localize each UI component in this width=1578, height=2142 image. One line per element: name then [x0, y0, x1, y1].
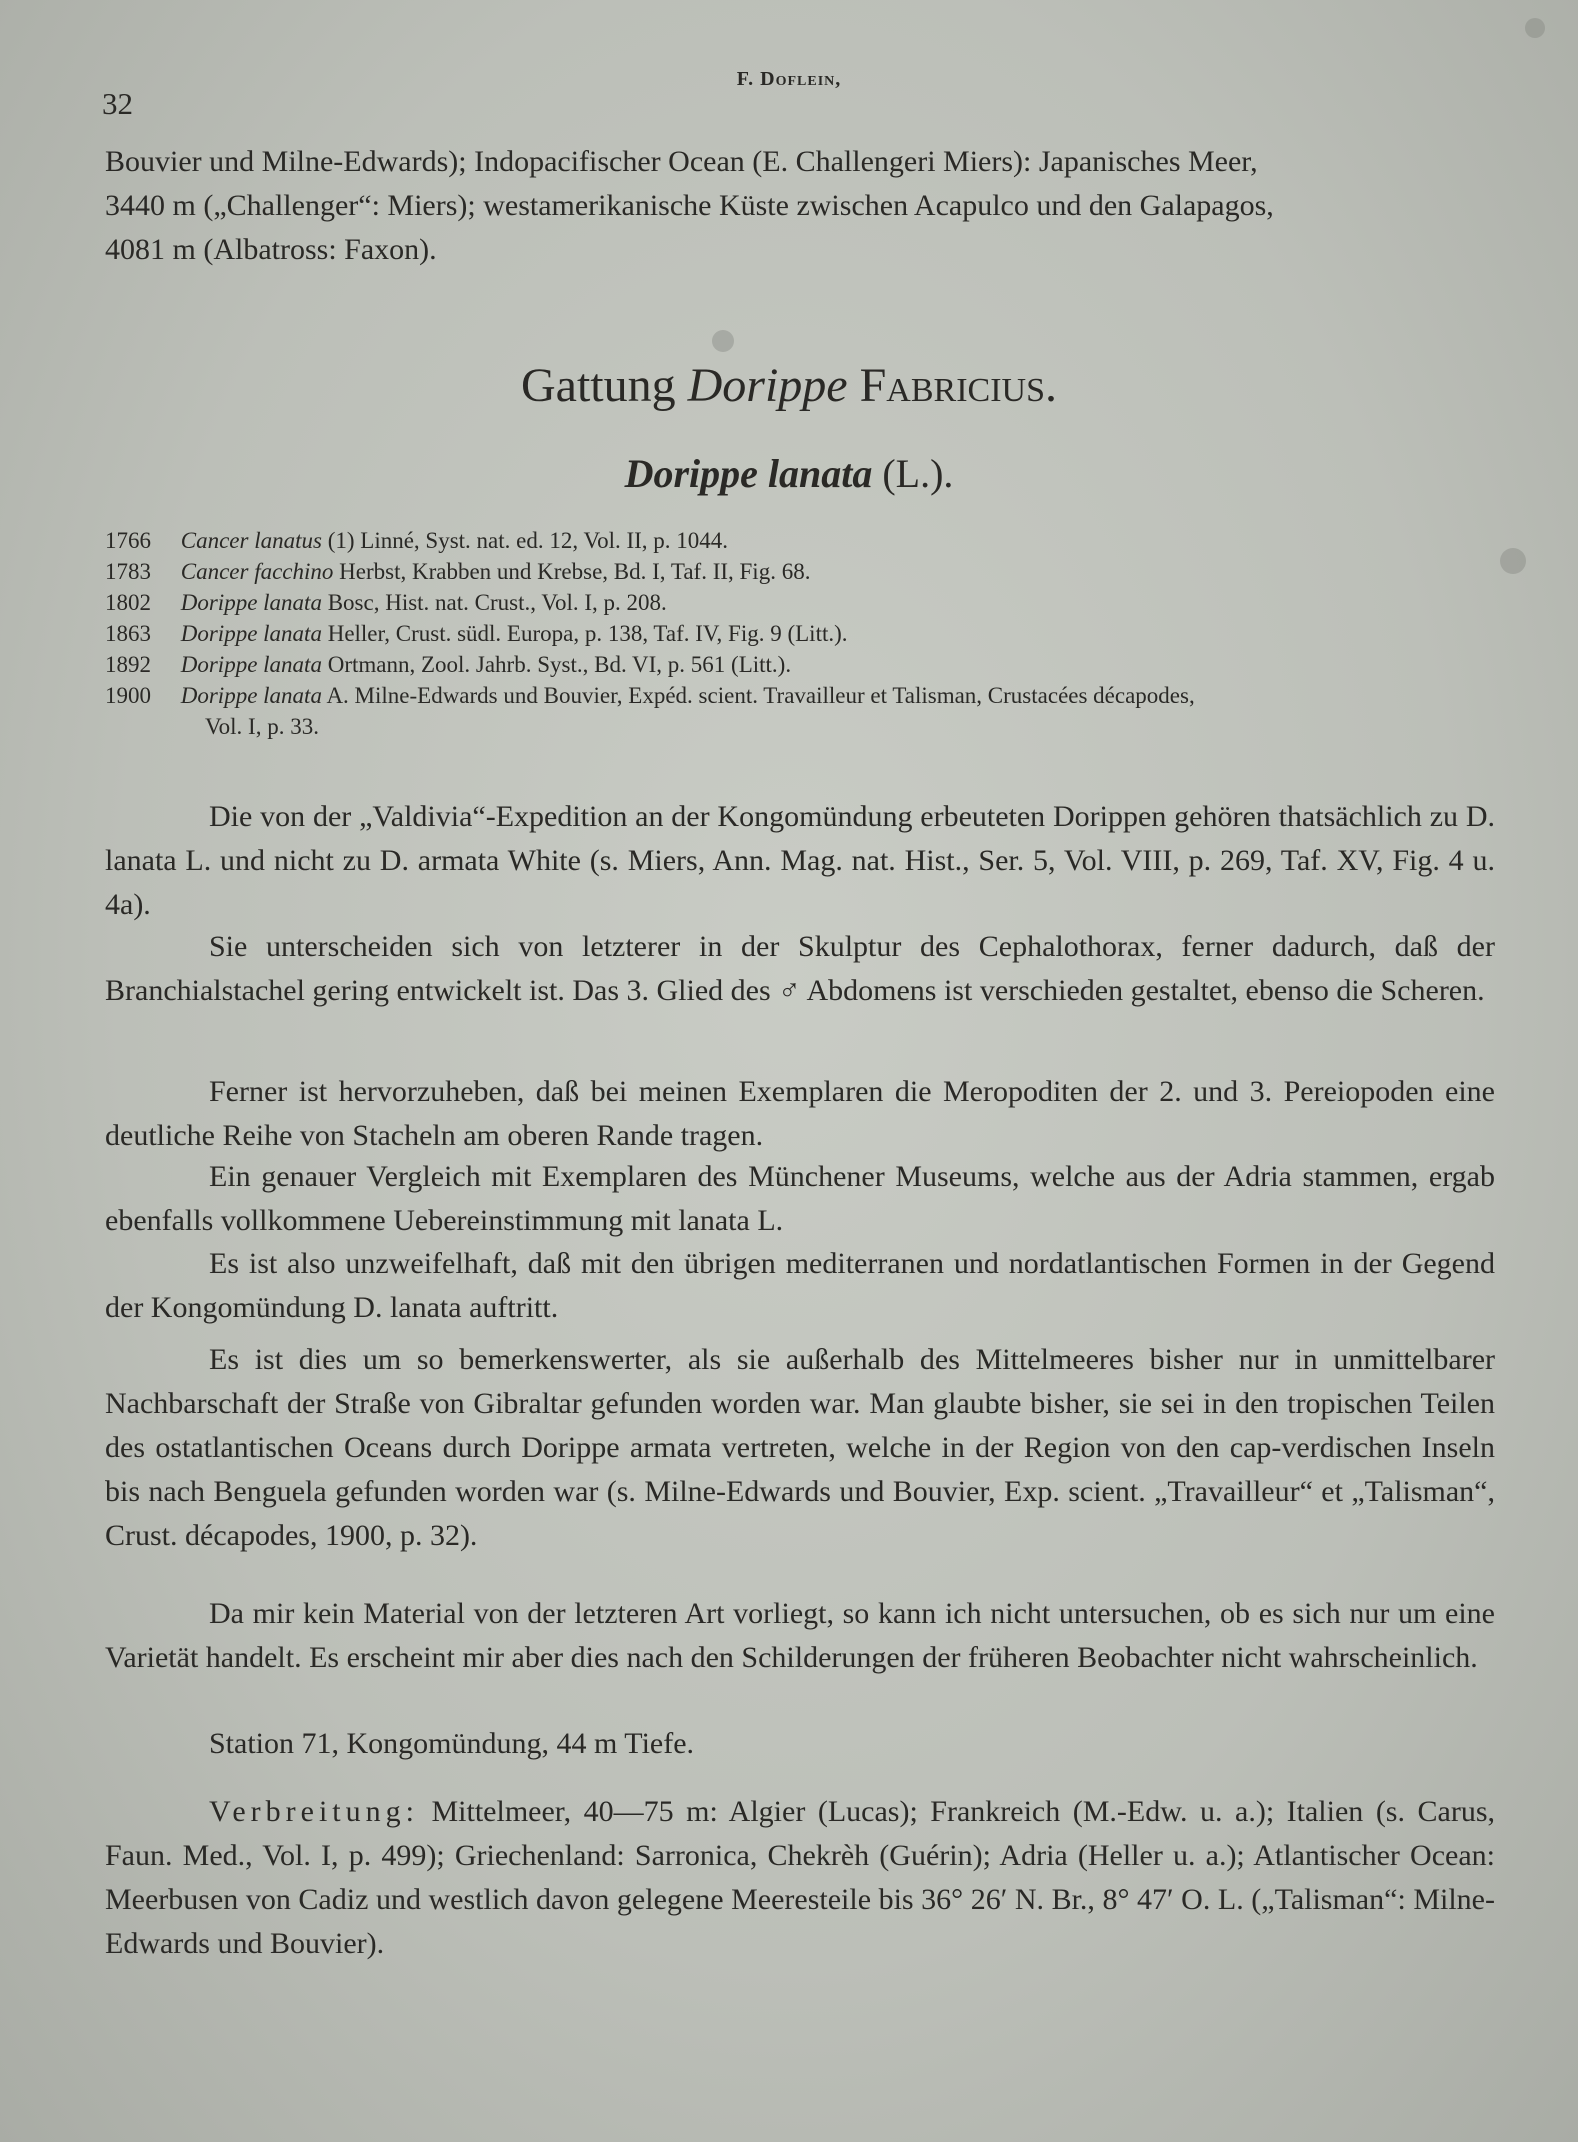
- genus-prefix: Gattung: [520, 359, 676, 412]
- paragraph-3: Ferner ist hervorzuheben, daß bei meinen Exemplaren die Meropoditen der 2. und 3. Pereiopoden eine deutliche Reihe von Stacheln am oberen Rande tragen.: [105, 1075, 1495, 1152]
- intro-line: Bouvier und Milne-Edwards); Indopacifischer Ocean (E. Challengeri Miers): Japanisches Meer,: [105, 145, 1258, 178]
- species-name: Dorippe lanata: [624, 451, 873, 496]
- print-speck: [1525, 18, 1545, 38]
- species-author: (L.).: [882, 451, 954, 496]
- paragraph-7: Da mir kein Material von der letzteren Art vorliegt, so kann ich nicht untersuchen, ob es sich nur um eine Varietät handelt. Es erscheint mir aber dies nach den Schilderungen der früheren Beobachter nicht wahrscheinlich.: [105, 1597, 1495, 1674]
- intro-paragraph: [105, 140, 1495, 272]
- intro-line: 4081 m (Albatross: Faxon).: [105, 233, 437, 266]
- intro-line: 3440 m („Challenger“: Miers); westamerikanische Küste zwischen Acapulco und den Galapagos,: [105, 189, 1274, 222]
- print-speck: [712, 330, 734, 352]
- synonymy-entry: 1863 Dorippe lanata Heller, Crust. südl. Europa, p. 138, Taf. IV, Fig. 9 (Litt.).: [105, 621, 848, 646]
- synonymy-entry: 1900 Dorippe lanata A. Milne-Edwards und Bouvier, Expéd. scient. Travailleur et Talisman, Crustacées décapodes,: [105, 683, 1195, 708]
- synonymy-continuation: Vol. I, p. 33.: [205, 714, 319, 739]
- synonymy-entry: 1766 Cancer lanatus (1) Linné, Syst. nat. ed. 12, Vol. II, p. 1044.: [105, 528, 729, 553]
- print-speck: [1500, 548, 1526, 574]
- paragraph-5: Es ist also unzweifelhaft, daß mit den übrigen mediterranen und nordatlantischen Formen in der Gegend der Kongomündung D. lanata auftritt.: [105, 1247, 1495, 1324]
- genus-name: Dorippe: [687, 359, 848, 412]
- running-head: F. Doflein,: [736, 68, 842, 90]
- synonymy-entry: 1783 Cancer facchino Herbst, Krabben und Krebse, Bd. I, Taf. II, Fig. 68.: [105, 559, 811, 584]
- genus-author: Fabricius.: [859, 359, 1057, 412]
- distribution-label: Verbreitung:: [209, 1795, 419, 1828]
- paragraph-distribution: Verbreitung: Mittelmeer, 40—75 m: Algier (Lucas); Frankreich (M.-Edw. u. a.); Italien (s. Carus, Faun. Med., Vol. I, p. 499); Griechenland: Sarronica, Chekrèh (Guérin); Adria (Heller u. a.); Atlantischer Ocean: Meerbusen von Cadiz und westlich davon gelegene Meeresteile bis 36° 26′ N. Br., 8° 47′ O. L. („Talisman“: Milne-Edwards und Bouvier).: [105, 1795, 1495, 1960]
- species-heading: [0, 450, 1578, 497]
- synonymy-entry: 1892 Dorippe lanata Ortmann, Zool. Jahrb. Syst., Bd. VI, p. 561 (Litt.).: [105, 652, 792, 677]
- paragraph-6: Es ist dies um so bemerkenswerter, als sie außerhalb des Mittelmeeres bisher nur in unmittelbarer Nachbarschaft der Straße von Gibraltar gefunden worden war. Man glaubte bisher, sie sei in den tropischen Teilen des ostatlantischen Oceans durch Dorippe armata vertreten, welche in der Region von den cap-verdischen Inseln bis nach Benguela gefunden worden war (s. Milne-Edwards und Bouvier, Exp. scient. „Travailleur“ et „Talisman“, Crust. décapodes, 1900, p. 32).: [105, 1343, 1495, 1552]
- synonymy-list: [105, 525, 1495, 742]
- paragraph-1: Die von der „Valdivia“-Expedition an der Kongomündung erbeuteten Dorippen gehören thatsächlich zu D. lanata L. und nicht zu D. armata White (s. Miers, Ann. Mag. nat. Hist., Ser. 5, Vol. VIII, p. 269, Taf. XV, Fig. 4 u. 4a).: [105, 800, 1495, 921]
- paragraph-2: Sie unterscheiden sich von letzterer in der Skulptur des Cephalothorax, ferner dadurch, daß der Branchialstachel gering entwickelt ist. Das 3. Glied des ♂ Abdomens ist verschieden gestaltet, ebenso die Scheren.: [105, 930, 1495, 1007]
- synonymy-entry: 1802 Dorippe lanata Bosc, Hist. nat. Crust., Vol. I, p. 208.: [105, 590, 667, 615]
- genus-heading: [0, 358, 1578, 413]
- paragraph-4: Ein genauer Vergleich mit Exemplaren des Münchener Museums, welche aus der Adria stammen, ergab ebenfalls vollkommene Uebereinstimmung mit lanata L.: [105, 1160, 1495, 1237]
- paragraph-station: Station 71, Kongomündung, 44 m Tiefe.: [209, 1727, 695, 1760]
- page-number: 32: [102, 86, 133, 121]
